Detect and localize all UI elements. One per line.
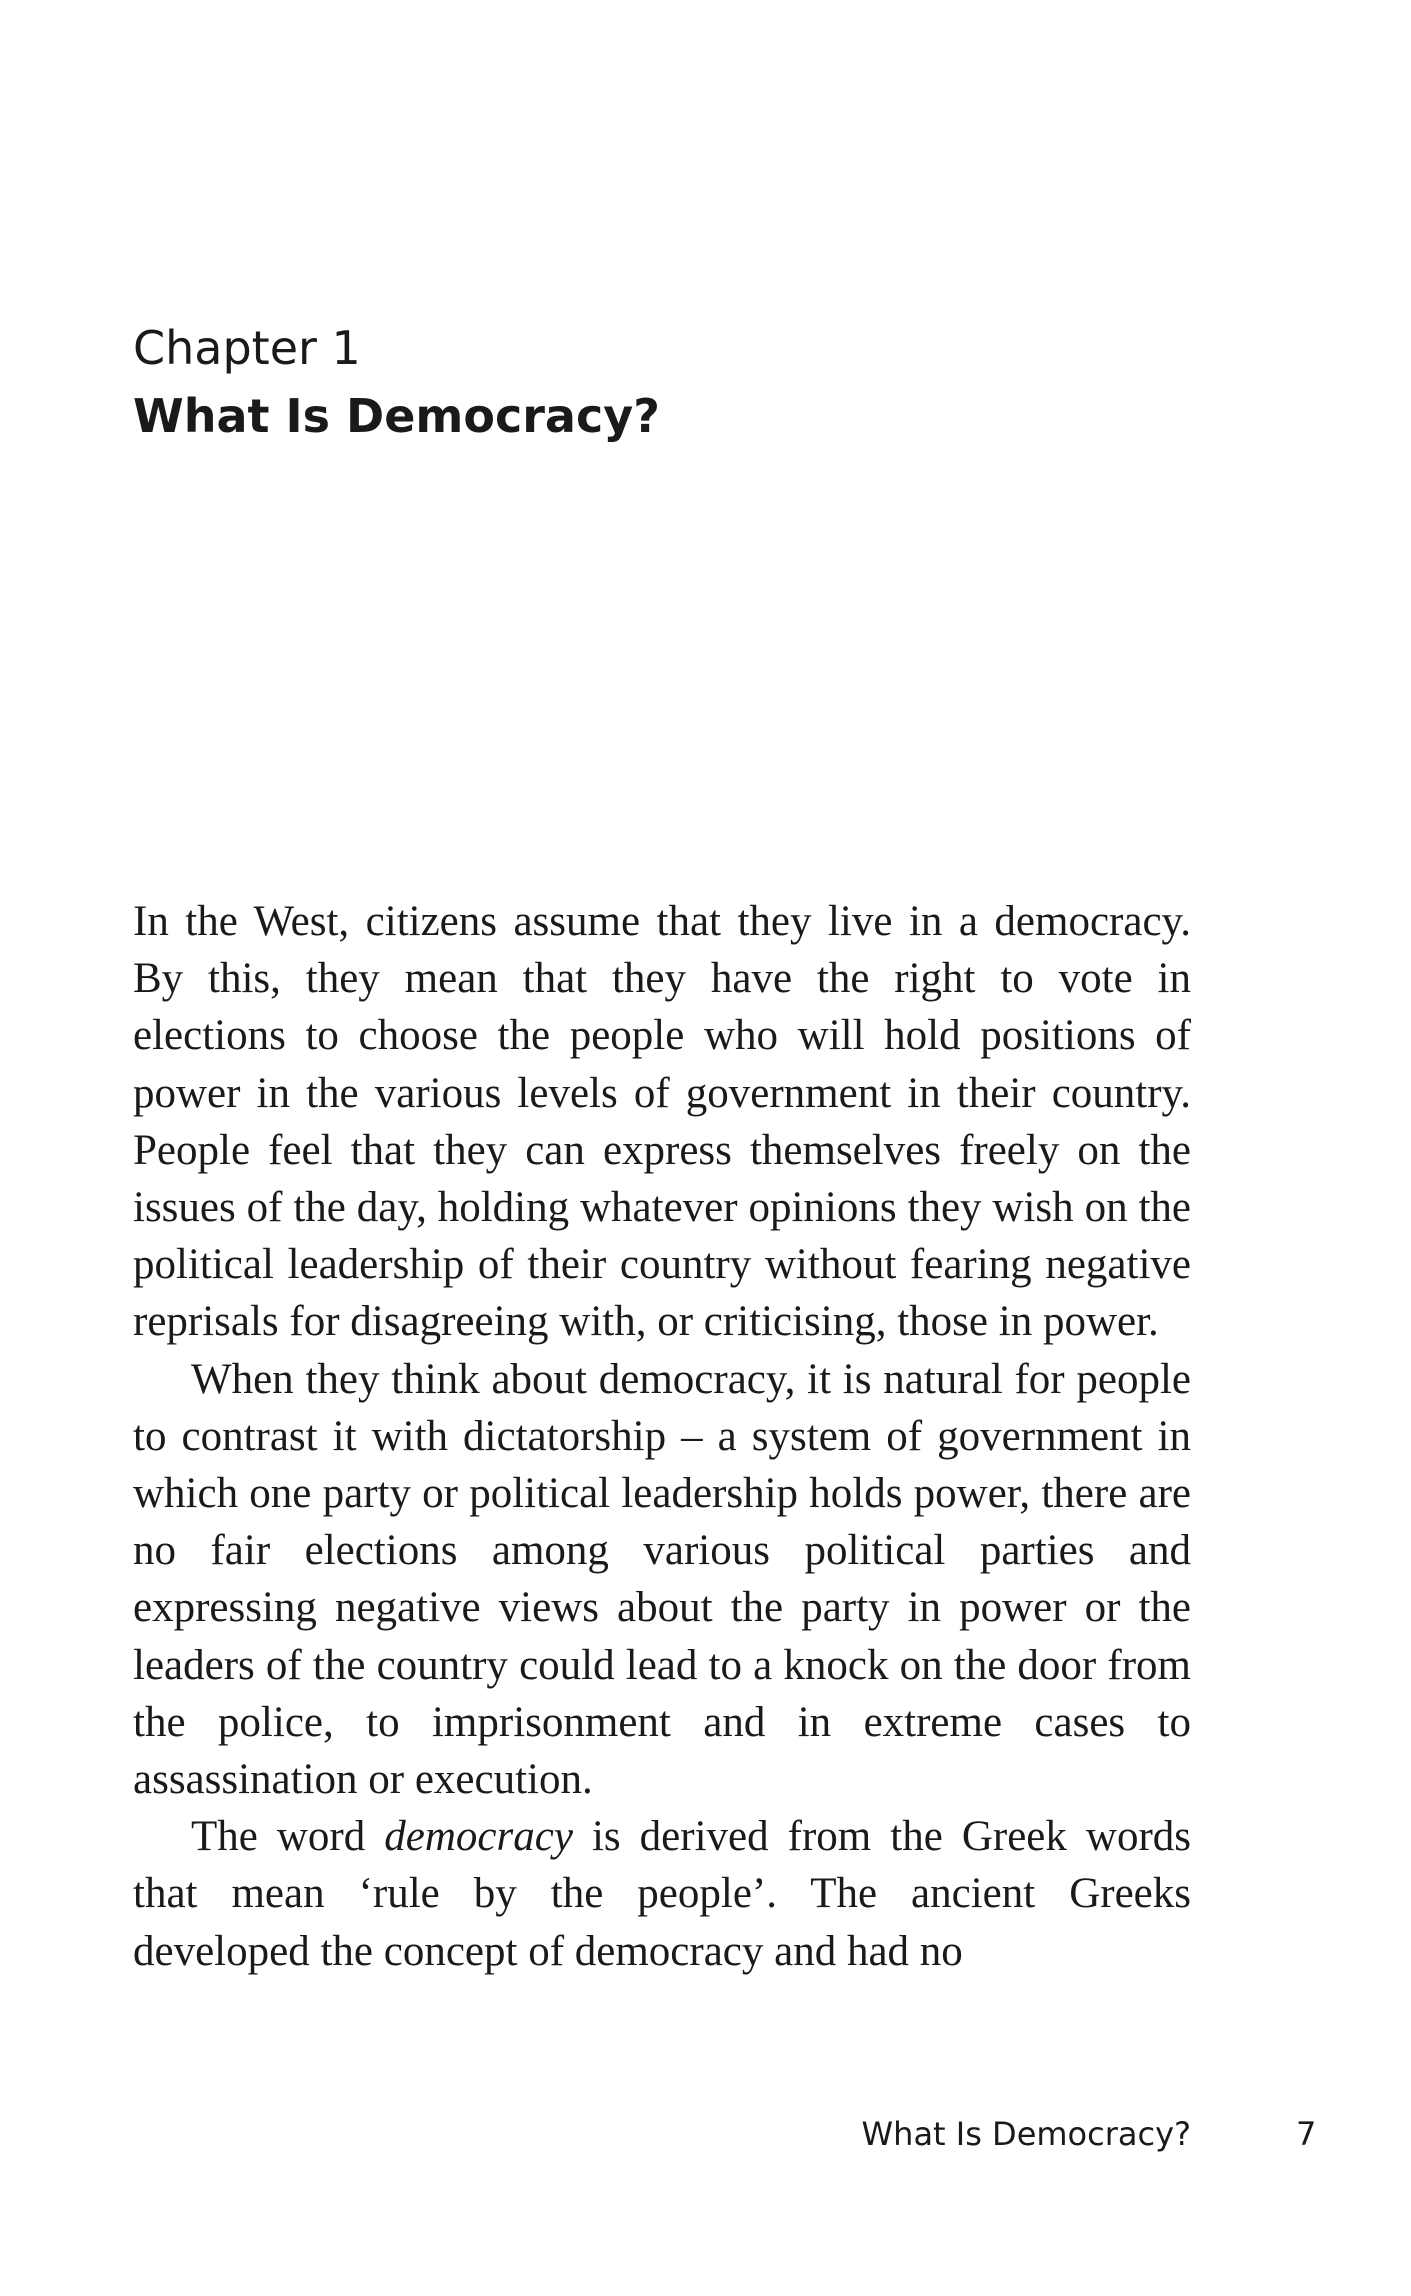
paragraph-3	[133, 1808, 1191, 1980]
paragraph-3-rest: is derived from the Greek words that mean ‘rule by the people’. The ancient Greeks developed the concept of democracy and had no	[133, 1813, 1191, 1975]
emphasized-term: democracy	[384, 1813, 573, 1861]
body-text	[133, 893, 1191, 1980]
chapter-header	[133, 314, 660, 450]
page-number: 7	[1296, 2115, 1317, 2153]
chapter-label: Chapter 1	[133, 321, 361, 375]
paragraph-1: In the West, citizens assume that they live in a democracy. By this, they mean that they have the right to vote in elections to choose the people who will hold positions of power in the various levels of government in their country. People feel that they can express themselves freely on the issues of the day, holding whatever opinions they wish on the political leadership of their country without fearing negative reprisals for disagreeing with, or criticising, those in power.	[133, 898, 1191, 1346]
running-head: What Is Democracy?	[861, 2115, 1191, 2153]
paragraph-3-lead: The word	[191, 1813, 385, 1861]
paragraph-2: When they think about democracy, it is natural for people to contrast it with dictatorship – a system of government in which one party or political leadership holds power, there are no fair elections among various political parties and expressing negative views about the party in power or the leaders of the country could lead to a knock on the door from the police, to imprisonment and in extreme cases to assassination or execution.	[133, 1355, 1191, 1804]
chapter-title: What Is Democracy?	[133, 389, 660, 443]
